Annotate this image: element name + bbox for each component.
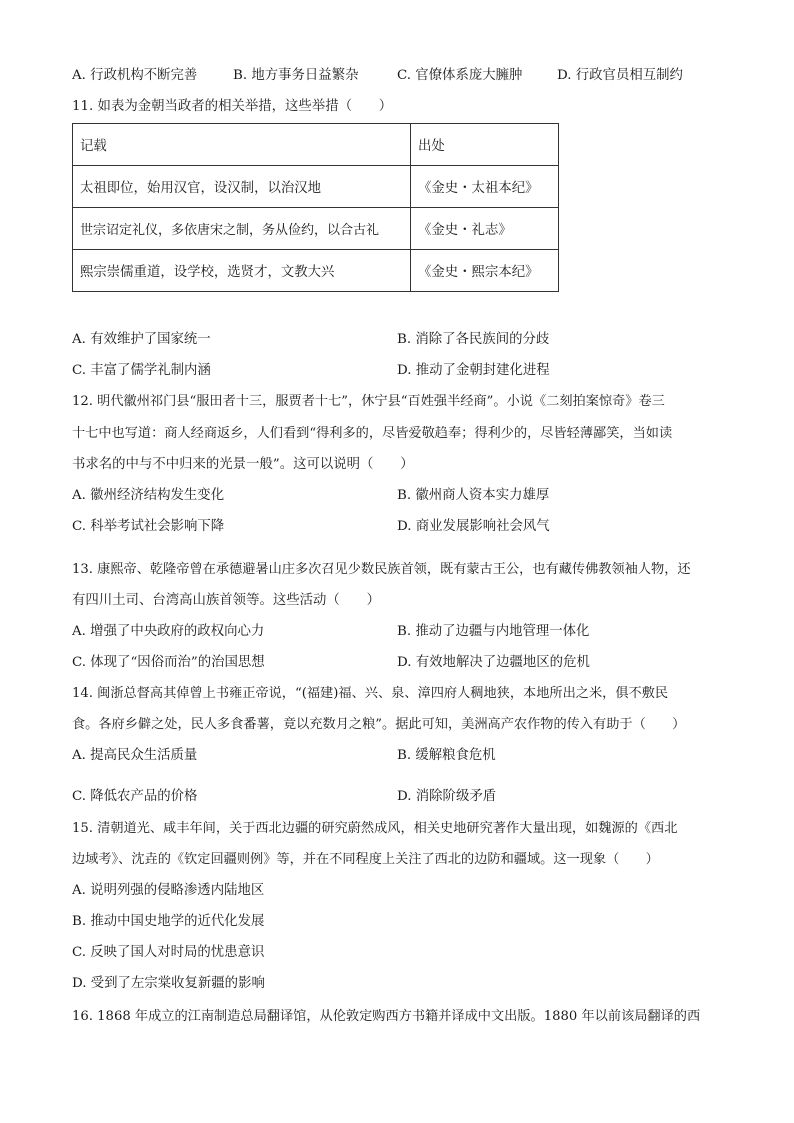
q14-option-d: D. 消除阶级矛盾 [397, 789, 497, 804]
q15-line-2: 边域考》、沈垚的《钦定回疆则例》等，并在不同程度上关注了西北的边防和疆域。这一现象（ ） [72, 852, 659, 867]
q10-option-a: A. 行政机构不断完善 [72, 68, 198, 83]
q13-option-d: D. 有效地解决了边疆地区的危机 [397, 655, 590, 670]
q12-line-1: 12. 明代徽州祁门县“服田者十三，服贾者十七”，休宁县“百姓强半经商”。小说《二刻拍案惊奇》卷三 [72, 394, 665, 409]
q14-option-c: C. 降低农产品的价格 [72, 789, 198, 804]
q16-line-1: 16. 1868 年成立的江南制造总局翻译馆，从伦敦定购西方书籍并译成中文出版。1880 年以前该局翻译的西 [72, 1009, 701, 1024]
q12-line-2: 十七中也写道：商人经商返乡，人们看到“得利多的，尽皆爱敬趋奉；得利少的，尽皆轻薄鄙笑，当如读 [72, 426, 673, 441]
table-row [73, 208, 559, 250]
q12-option-b: B. 徽州商人资本实力雄厚 [397, 488, 550, 503]
q12-option-d: D. 商业发展影响社会风气 [397, 519, 550, 534]
table-cell: 《金史・熙宗本纪》 [411, 250, 559, 292]
q15-line-1: 15. 清朝道光、咸丰年间，关于西北边疆的研究蔚然成风，相关史地研究著作大量出现，如魏源的《西北 [72, 821, 678, 836]
q14-option-b: B. 缓解粮食危机 [397, 748, 496, 763]
q15-option-c: C. 反映了国人对时局的忧患意识 [72, 945, 265, 960]
table-cell: 《金史・礼志》 [411, 208, 559, 250]
q11-stem: 11. 如表为金朝当政者的相关举措，这些举措（ ） [72, 99, 393, 114]
table-header-cell: 记载 [73, 124, 411, 166]
q14-line-1: 14. 闽浙总督高其倬曾上书雍正帝说，“(福建)福、兴、泉、漳四府人稠地狭，本地所出之米，俱不敷民 [72, 686, 669, 701]
q11-option-a: A. 有效维护了国家统一 [72, 332, 211, 347]
q10-option-c: C. 官僚体系庞大臃肿 [397, 68, 523, 83]
q14-option-a: A. 提高民众生活质量 [72, 748, 198, 763]
q12-option-c: C. 科举考试社会影响下降 [72, 519, 225, 534]
q13-option-b: B. 推动了边疆与内地管理一体化 [397, 624, 590, 639]
q13-line-2: 有四川土司、台湾高山族首领等。这些活动（ ） [72, 593, 380, 608]
table-cell: 《金史・太祖本纪》 [411, 166, 559, 208]
q10-option-d: D. 行政官员相互制约 [557, 68, 683, 83]
table-cell: 熙宗崇儒重道，设学校，选贤才，文教大兴 [73, 250, 411, 292]
table-header-cell: 出处 [411, 124, 559, 166]
q12-option-a: A. 徽州经济结构发生变化 [72, 488, 225, 503]
q14-line-2: 食。各府乡僻之处，民人多食番薯，竟以充数月之粮”。据此可知，美洲高产农作物的传入有助于（ ） [72, 717, 686, 732]
q13-option-a: A. 增强了中央政府的政权向心力 [72, 624, 265, 639]
q11-records-table [72, 123, 559, 292]
q11-option-b: B. 消除了各民族间的分歧 [397, 332, 550, 347]
q15-option-a: A. 说明列强的侵略渗透内陆地区 [72, 883, 265, 898]
q11-option-c: C. 丰富了儒学礼制内涵 [72, 363, 211, 378]
q15-option-d: D. 受到了左宗棠收复新疆的影响 [72, 976, 265, 991]
table-cell: 太祖即位，始用汉官，设汉制，以治汉地 [73, 166, 411, 208]
q13-line-1: 13. 康熙帝、乾隆帝曾在承德避暑山庄多次召见少数民族首领，既有蒙古王公，也有藏传佛教领袖人物，还 [72, 562, 691, 577]
table-row [73, 250, 559, 292]
q10-option-b: B. 地方事务日益繁杂 [233, 68, 359, 83]
table-header-row [73, 124, 559, 166]
table-cell: 世宗诏定礼仪，多依唐宋之制，务从俭约，以合古礼 [73, 208, 411, 250]
q12-line-3: 书求名的中与不中归来的光景一般”。这可以说明（ ） [72, 457, 414, 472]
q11-option-d: D. 推动了金朝封建化进程 [397, 363, 550, 378]
q13-option-c: C. 体现了“因俗而治”的治国思想 [72, 655, 265, 670]
table-row [73, 166, 559, 208]
q15-option-b: B. 推动中国史地学的近代化发展 [72, 914, 265, 929]
